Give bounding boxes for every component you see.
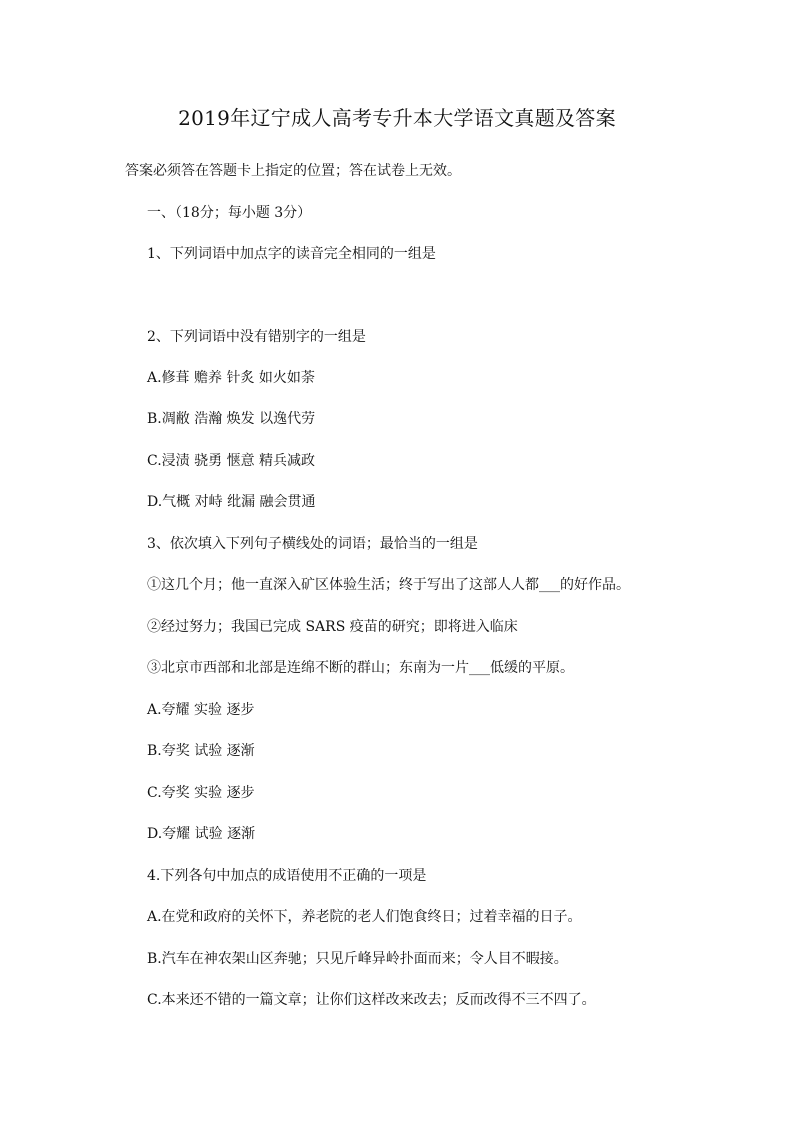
question-4: 4.下列各句中加点的成语使用不正确的一项是 <box>147 868 427 884</box>
answer-notice: 答案必须答在答题卡上指定的位置；答在试卷上无效。 <box>125 163 461 179</box>
question-4-option-b: B.汽车在神农架山区奔驰；只见斤峰异岭扑面而来；令人目不暇接。 <box>147 951 568 967</box>
question-3-option-c: C.夸奖 实验 逐步 <box>147 785 255 801</box>
question-2-option-b: B.凋敝 浩瀚 焕发 以逸代劳 <box>147 411 316 427</box>
section-heading: 一、（18分；每小题 3分） <box>147 205 312 221</box>
question-4-option-a: A.在党和政府的关怀下，养老院的老人们饱食终日；过着幸福的日子。 <box>147 909 582 925</box>
question-2-option-c: C.浸渍 骁勇 惬意 精兵减政 <box>147 453 316 469</box>
question-2-option-d: D.气概 对峙 纰漏 融会贯通 <box>147 494 316 510</box>
question-3-option-b: B.夸奖 试验 逐渐 <box>147 743 255 759</box>
question-3-sentence-1: ①这几个月；他一直深入矿区体验生活；终于写出了这部人人都___的好作品。 <box>147 577 630 593</box>
question-1: 1、下列词语中加点字的读音完全相同的一组是 <box>147 246 436 262</box>
question-3: 3、依次填入下列句子横线处的词语；最恰当的一组是 <box>147 536 478 552</box>
question-2: 2、下列词语中没有错别字的一组是 <box>147 329 366 345</box>
question-3-option-a: A.夸耀 实验 逐步 <box>147 702 255 718</box>
document-title: 2019年辽宁成人高考专升本大学语文真题及答案 <box>178 106 616 130</box>
question-3-sentence-3: ③北京市西部和北部是连绵不断的群山；东南为一片___低缓的平原。 <box>147 660 574 676</box>
question-3-sentence-2: ②经过努力；我国已完成 SARS 疫苗的研究；即将进入临床 <box>147 619 518 635</box>
question-4-option-c: C.本来还不错的一篇文章；让你们这样改来改去；反而改得不三不四了。 <box>147 992 596 1008</box>
question-3-option-d: D.夸耀 试验 逐渐 <box>147 826 256 842</box>
question-2-option-a: A.修葺 赡养 针炙 如火如荼 <box>147 370 315 386</box>
